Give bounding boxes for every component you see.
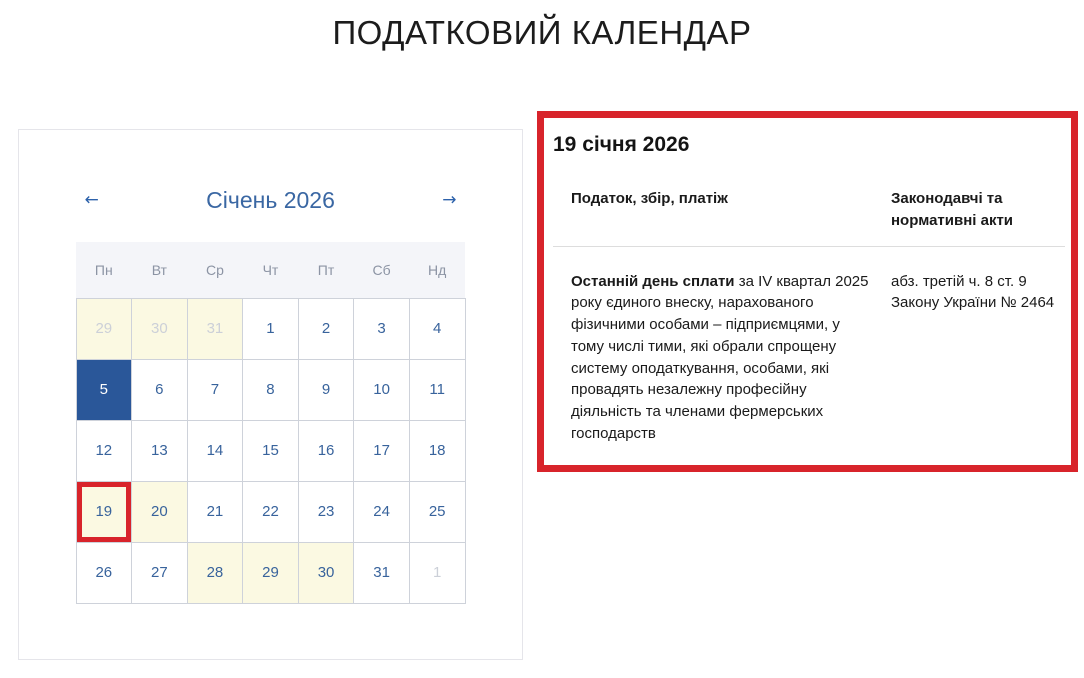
calendar-day[interactable]: 23 [299,482,354,542]
next-month-button[interactable] [442,192,456,209]
calendar-day[interactable]: 18 [410,421,465,481]
calendar-day[interactable]: 6 [132,360,187,420]
calendar-day[interactable]: 10 [354,360,409,420]
calendar-day[interactable]: 9 [299,360,354,420]
calendar-day[interactable]: 20 [132,482,187,542]
calendar-day[interactable]: 16 [299,421,354,481]
calendar-day[interactable]: 30 [299,543,354,603]
calendar-day[interactable]: 24 [354,482,409,542]
calendar-day[interactable]: 3 [354,299,409,359]
prev-month-button[interactable] [85,192,99,209]
calendar-week-row [76,481,465,542]
calendar-day[interactable]: 28 [188,543,243,603]
weekday-label: Сб [354,242,410,298]
calendar-day[interactable]: 21 [188,482,243,542]
calendar-week-row [76,298,465,359]
calendar-day[interactable]: 4 [410,299,465,359]
calendar-day[interactable]: 27 [132,543,187,603]
calendar-body [76,298,465,603]
weekday-row [76,242,465,298]
calendar-day[interactable]: 7 [188,360,243,420]
calendar-week-row [76,420,465,481]
weekday-label: Пт [298,242,354,298]
selected-date-heading: 19 січня 2026 [553,133,690,156]
calendar-day[interactable]: 29 [77,299,132,359]
calendar-week-row [76,359,465,420]
calendar-day[interactable]: 29 [243,543,298,603]
details-table [553,188,1065,445]
calendar-day[interactable]: 15 [243,421,298,481]
calendar-day[interactable]: 25 [410,482,465,542]
calendar-panel [18,129,523,660]
weekday-label: Ср [187,242,243,298]
legal-reference: абз. третій ч. 8 ст. 9 Закону України № 2464 [891,272,1055,312]
calendar-day[interactable]: 26 [77,543,132,603]
calendar-day[interactable]: 17 [354,421,409,481]
calendar-day[interactable]: 11 [410,360,465,420]
arrow-left-icon: ← [84,190,99,210]
arrow-right-icon: → [442,190,457,210]
details-row [553,246,1065,445]
calendar-nav [76,187,466,214]
tax-description-lead: Останній день сплати [571,272,735,290]
calendar-day[interactable]: 13 [132,421,187,481]
column-header-law: Законодавчі та нормативні акти [873,188,1065,246]
calendar-day[interactable]: 30 [132,299,187,359]
calendar-day[interactable]: 8 [243,360,298,420]
calendar-day[interactable]: 31 [354,543,409,603]
page-title: ПОДАТКОВИЙ КАЛЕНДАР [332,14,752,51]
calendar-day-selected[interactable]: 19 [77,482,132,542]
calendar-day[interactable]: 2 [299,299,354,359]
details-header-row [553,188,1065,246]
calendar-day[interactable]: 14 [188,421,243,481]
weekday-label: Чт [243,242,299,298]
weekday-label: Нд [409,242,465,298]
calendar-week-row [76,542,465,603]
day-details-panel [537,111,1078,472]
calendar-day[interactable]: 22 [243,482,298,542]
calendar-day[interactable]: 1 [243,299,298,359]
weekday-label: Вт [132,242,188,298]
content-layout [18,111,1078,660]
calendar-grid [76,242,466,604]
calendar-day[interactable]: 1 [410,543,465,603]
month-title: Січень 2026 [206,187,335,213]
column-header-tax: Податок, збір, платіж [553,188,873,246]
calendar-day-today[interactable]: 5 [77,360,132,420]
tax-description-text: за IV квартал 2025 року єдиного внеску, нарахованого фізичними особами – підприємцями, у тому числі тими, які обрали спрощену систему оподаткування, особами, які провадять незалежну професійну діяльність та членами фермерських господарств [571,272,869,442]
calendar-day[interactable]: 31 [188,299,243,359]
calendar-day[interactable]: 12 [77,421,132,481]
tax-description [553,246,873,445]
weekday-label: Пн [76,242,132,298]
